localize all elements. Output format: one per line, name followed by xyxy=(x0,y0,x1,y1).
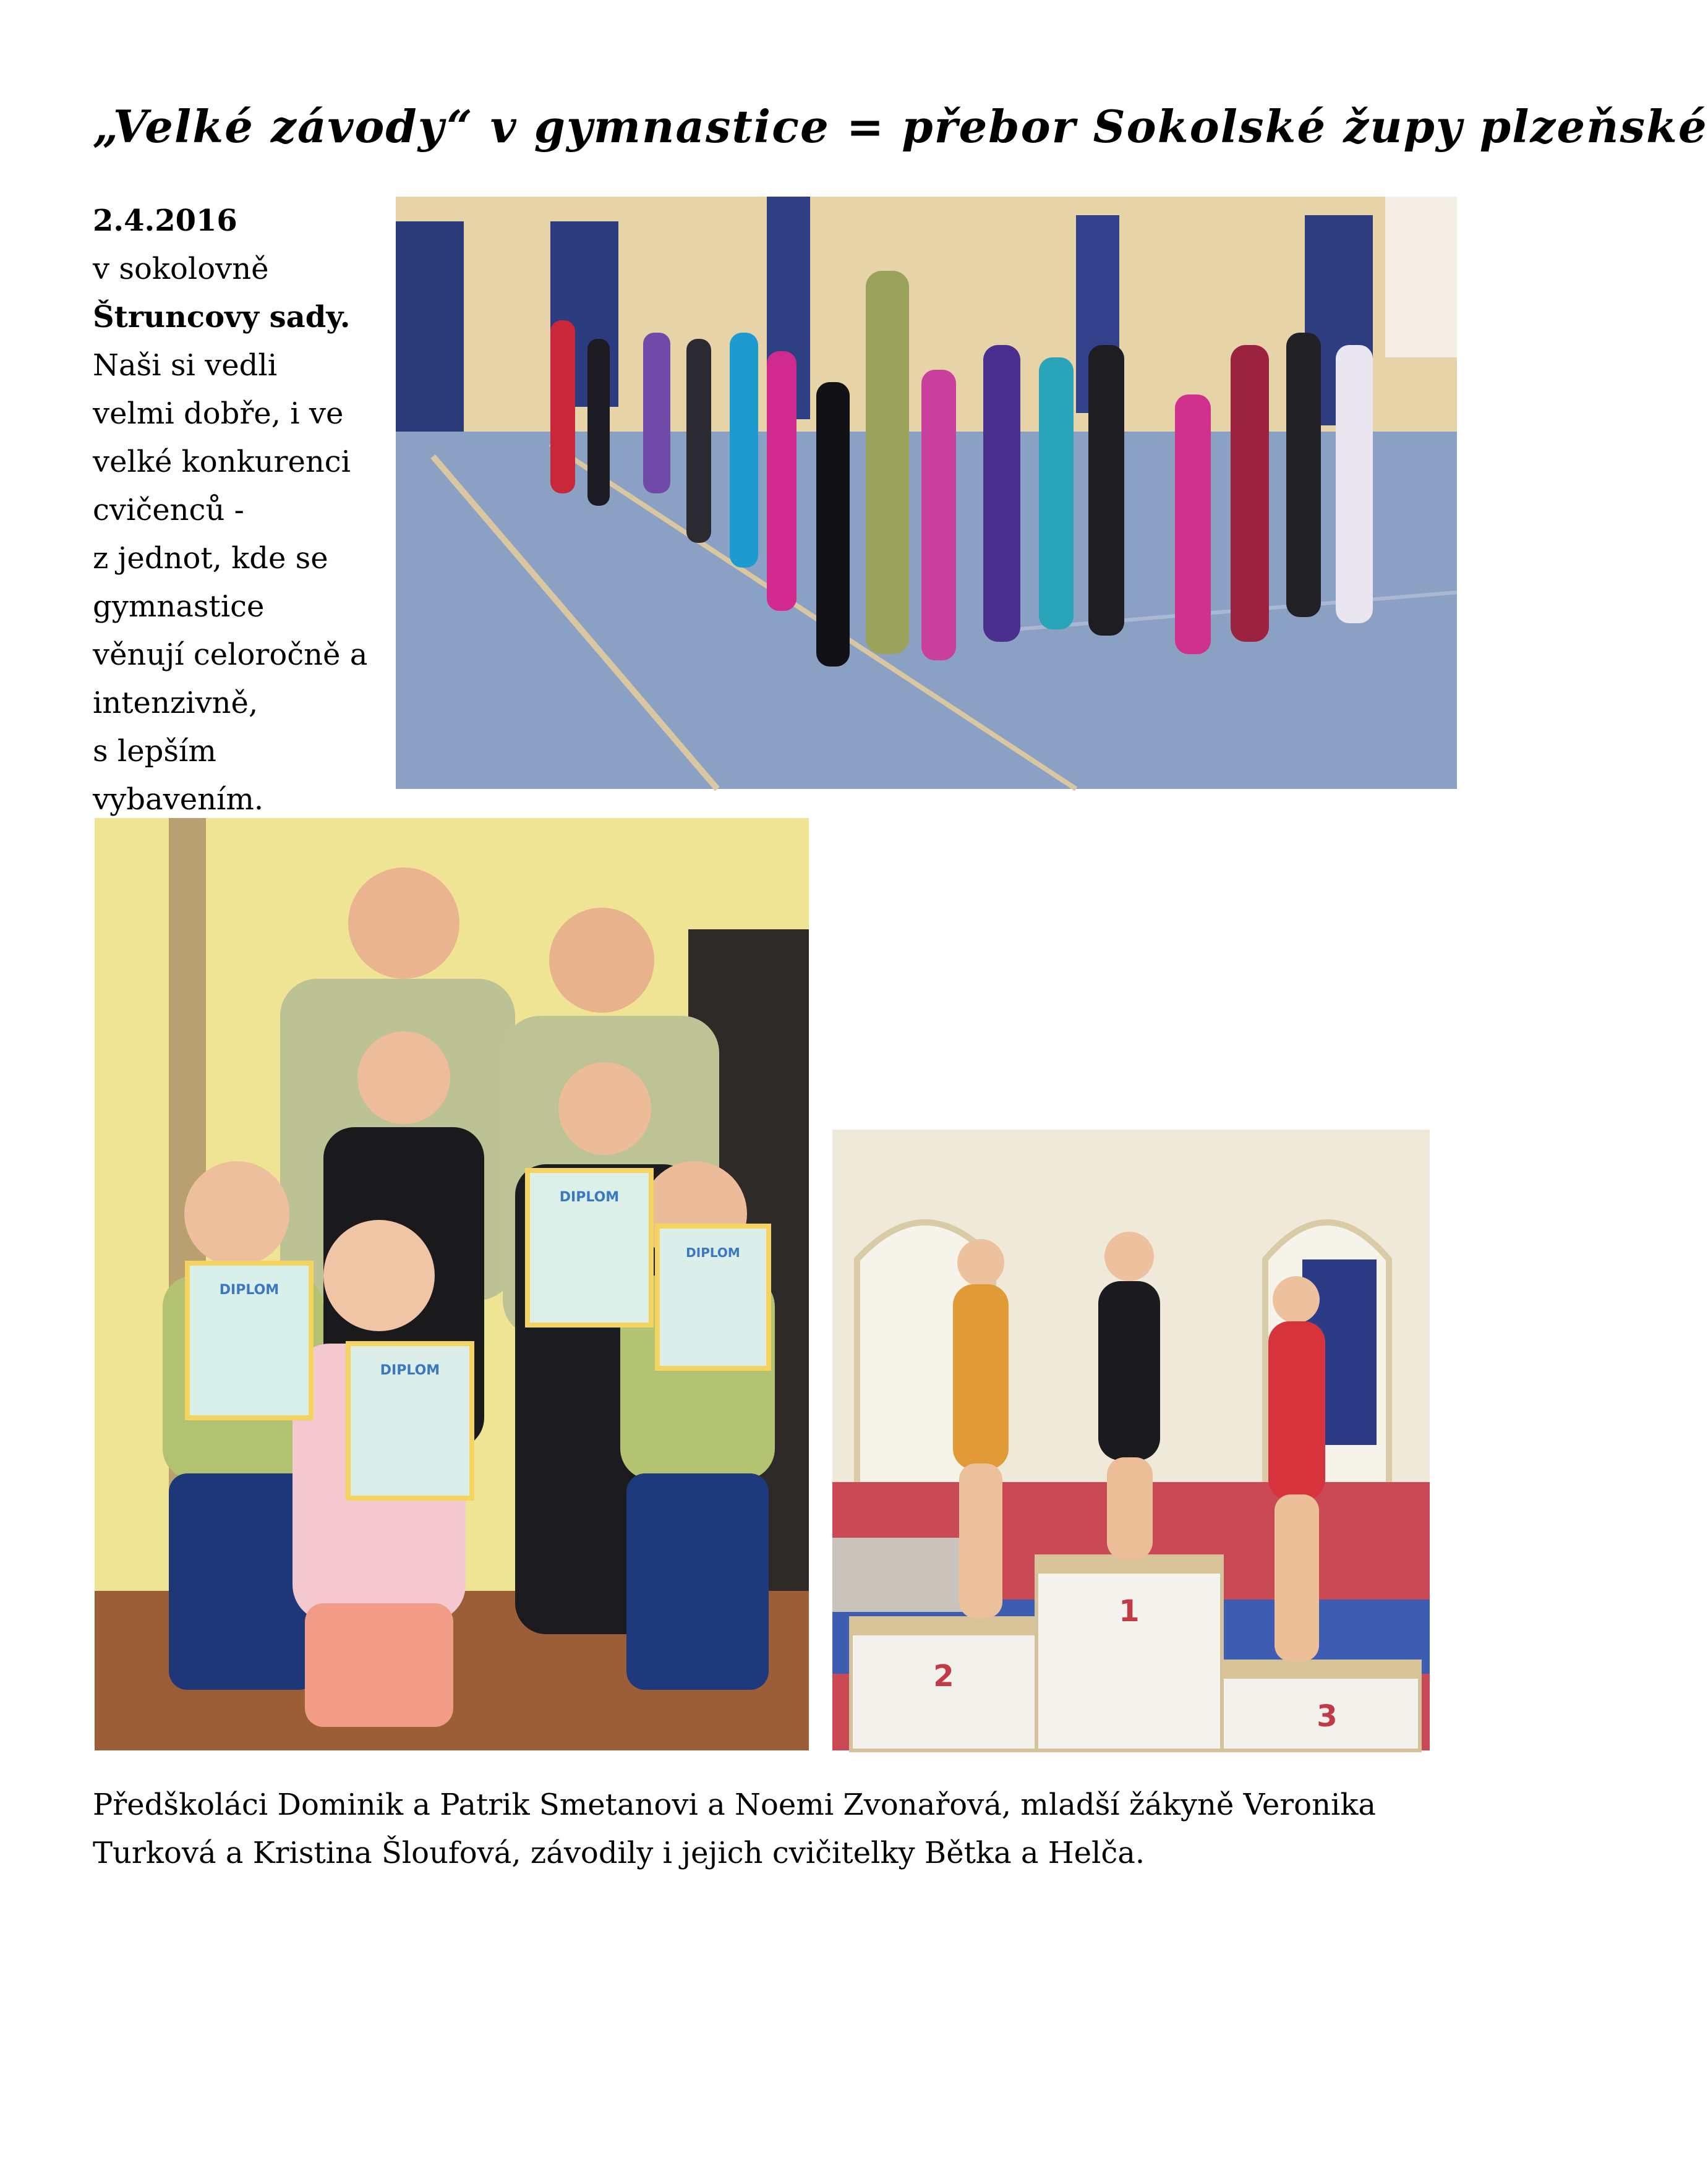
intro-line: v sokolovně xyxy=(93,252,269,286)
intro-line: věnují celoročně a xyxy=(93,637,368,672)
page-title: „Velké závody“ v gymnastice = přebor Sokolské župy plzeňské xyxy=(93,100,1708,153)
event-date: 2.4.2016 xyxy=(93,203,237,238)
intro-line: s lepším xyxy=(93,734,216,769)
intro-text xyxy=(93,197,383,824)
diploma-label: DIPLOM xyxy=(380,1363,440,1378)
podium-place-2: 2 xyxy=(933,1659,954,1694)
diploma-label: DIPLOM xyxy=(219,1282,280,1298)
intro-line: Naši si vedli xyxy=(93,348,278,383)
intro-line: cvičenců - xyxy=(93,493,244,527)
intro-line: velmi dobře, i ve xyxy=(93,396,344,431)
gymnasts-lineup-photo xyxy=(396,197,1457,789)
podium-place-1: 1 xyxy=(1119,1594,1140,1629)
photo-caption xyxy=(93,1781,1453,1877)
diploma-label: DIPLOM xyxy=(686,1245,740,1260)
caption-line: Předškoláci Dominik a Patrik Smetanovi a Noemi Zvonařová, mladší žákyně Veronika xyxy=(93,1788,1377,1822)
venue-name: Štruncovy sady. xyxy=(93,300,351,335)
diploma-label: DIPLOM xyxy=(559,1190,620,1205)
caption-line: Turková a Kristina Šloufová, závodily i jejich cvičitelky Bětka a Helča. xyxy=(93,1836,1145,1870)
intro-line: velké konkurenci xyxy=(93,445,351,479)
podium-winners-photo xyxy=(832,1130,1430,1750)
children-with-diplomas-photo xyxy=(95,818,809,1750)
intro-line: intenzivně, xyxy=(93,686,258,720)
intro-line: vybavením. xyxy=(93,782,264,817)
podium-place-3: 3 xyxy=(1317,1699,1338,1734)
intro-line: gymnastice xyxy=(93,589,265,624)
intro-line: z jednot, kde se xyxy=(93,541,328,576)
